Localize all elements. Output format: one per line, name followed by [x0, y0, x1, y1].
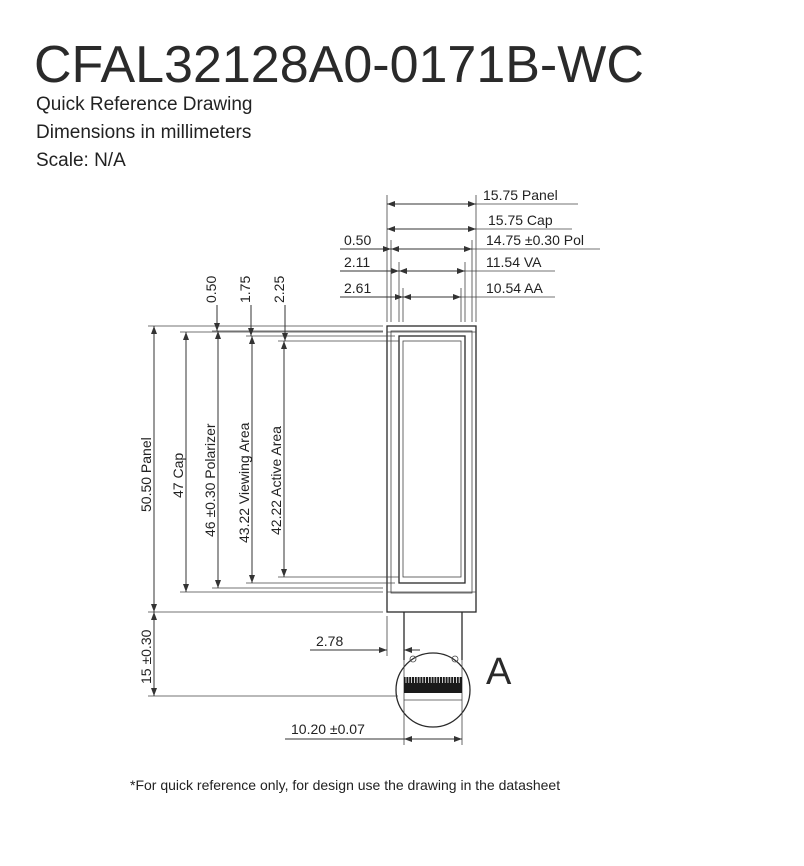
dim-va-offset: 2.11: [344, 254, 371, 270]
dim-aa-width: 10.54 AA: [486, 280, 543, 296]
dim-va-width: 11.54 VA: [486, 254, 542, 270]
dim-pol-offset: 0.50: [344, 232, 372, 248]
detail-label: A: [486, 651, 512, 693]
dim-tail-width: 10.20 ±0.07: [291, 721, 365, 737]
dim-side-va-offset: 1.75: [237, 275, 253, 303]
dim-tail-offset: 2.78: [316, 633, 344, 649]
dim-panel-width: 15.75 Panel: [483, 187, 558, 203]
dim-pol-width: 14.75 ±0.30 Pol: [486, 232, 584, 248]
top-dimensions: [340, 187, 600, 322]
dim-cap-width: 15.75 Cap: [488, 212, 553, 228]
footer-note: *For quick reference only, for design use the drawing in the datasheet: [130, 777, 561, 793]
detail-a: [396, 651, 512, 727]
dim-panel-height: 50.50 Panel: [138, 437, 154, 512]
dim-viewing-height: 43.22 Viewing Area: [236, 422, 252, 543]
dim-polarizer-height: 46 ±0.30 Polarizer: [202, 423, 218, 537]
subtitle-line-2: Dimensions in millimeters: [36, 122, 252, 143]
subtitle-line-3: Scale: N/A: [36, 150, 126, 171]
dim-cap-height: 47 Cap: [170, 452, 186, 498]
module-outline: [387, 326, 476, 660]
dim-side-aa-offset: 2.25: [271, 275, 287, 303]
dim-side-pol-offset: 0.50: [203, 275, 219, 303]
side-dimensions: [138, 276, 399, 696]
dim-active-height: 42.22 Active Area: [268, 426, 284, 535]
subtitle-line-1: Quick Reference Drawing: [36, 94, 253, 115]
dim-tail-length: 15 ±0.30: [138, 629, 154, 684]
drawing-title: CFAL32128A0-0171B-WC: [34, 36, 644, 94]
dim-aa-offset: 2.61: [344, 280, 372, 296]
